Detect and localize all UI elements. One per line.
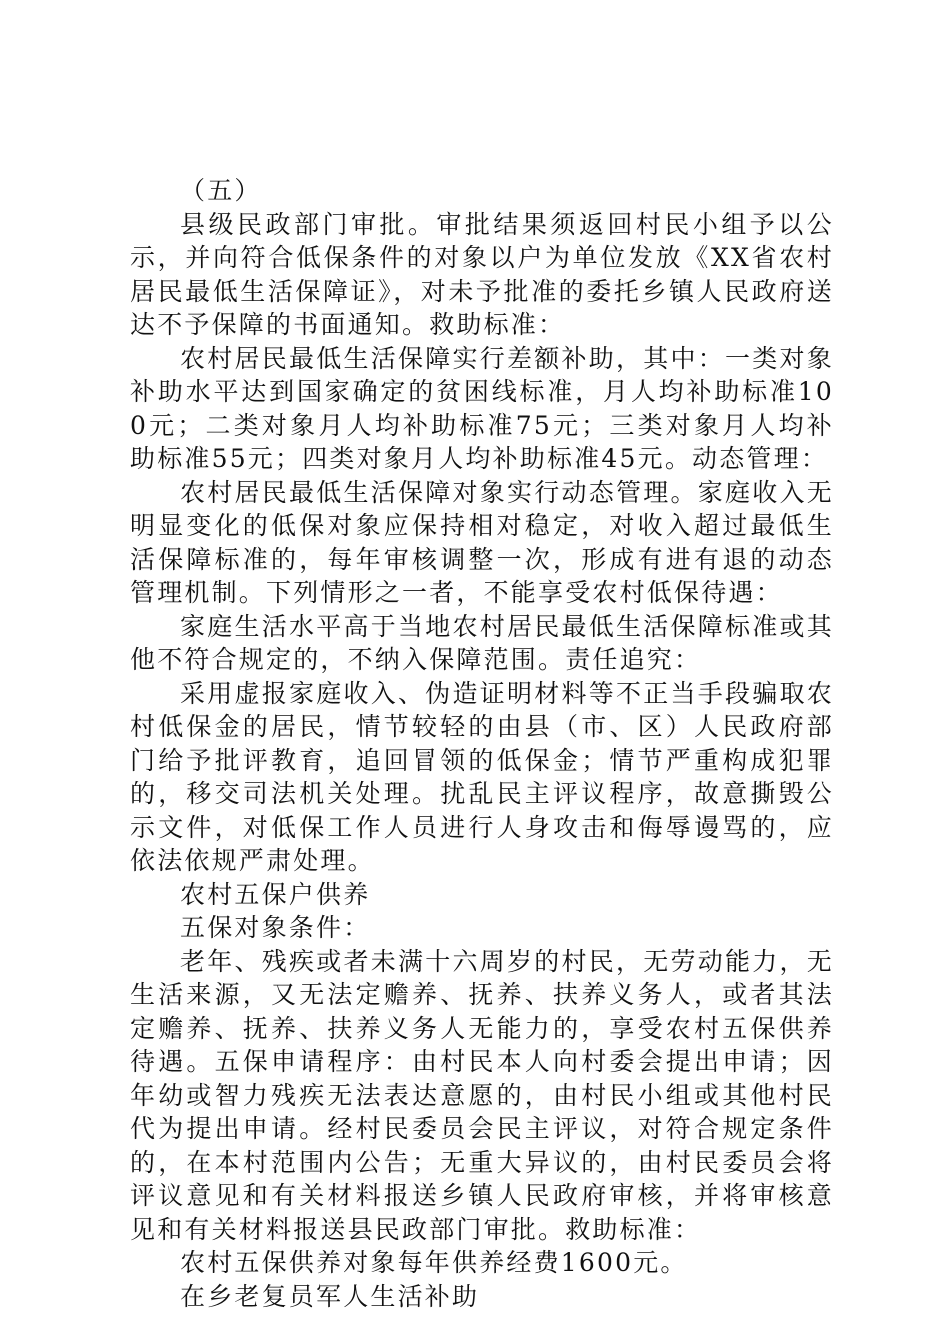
paragraph-subsidy-standard: 农村居民最低生活保障实行差额补助，其中：一类对象补助水平达到国家确定的贫困线标准，月人均补助标准100元；二类对象月人均补助标准75元；三类对象月人均补助标准55元；四类对象月人均补助标准45元。动态管理： — [130, 343, 834, 473]
heading-five-guarantees: 农村五保户供养 — [180, 879, 371, 909]
document-body — [130, 174, 834, 1313]
paragraph-funding: 农村五保供养对象每年供养经费1600元。 — [180, 1248, 688, 1277]
paragraph-exclusion: 家庭生活水平高于当地农村居民最低生活保障标准或其他不符合规定的，不纳入保障范围。责任追究： — [130, 611, 834, 674]
heading-eligibility: 五保对象条件： — [180, 913, 371, 942]
paragraph-accountability: 采用虚报家庭收入、伪造证明材料等不正当手段骗取农村低保金的居民，情节较轻的由县（市、区）人民政府部门给予批评教育，追回冒领的低保金；情节严重构成犯罪的，移交司法机关处理。扰乱民主评议程序，故意撕毁公示文件，对低保工作人员进行人身攻击和侮辱谩骂的，应依法依规严肃处理。 — [130, 678, 834, 875]
heading-veteran-subsidy: 在乡老复员军人生活补助 — [180, 1281, 480, 1311]
paragraph-eligibility-details: 老年、残疾或者未满十六周岁的村民，无劳动能力，无生活来源，又无法定赡养、抚养、扶养义务人，或者其法定赡养、抚养、扶养义务人无能力的，享受农村五保供养待遇。五保申请程序：由村民本人向村委会提出申请；因年幼或智力残疾无法表达意愿的，由村民小组或其他村民代为提出申请。经村民委员会民主评议，对符合规定条件的，在本村范围内公告；无重大异议的，由村民委员会将评议意见和有关材料报送乡镇人民政府审核，并将审核意见和有关材料报送县民政部门审批。救助标准： — [130, 946, 834, 1244]
paragraph-approval: 县级民政部门审批。审批结果须返回村民小组予以公示，并向符合低保条件的对象以户为单位发放《XX省农村居民最低生活保障证》，对未予批准的委托乡镇人民政府送达不予保障的书面通知。救助标准： — [130, 209, 834, 339]
paragraph-section-five: （五） — [180, 176, 262, 205]
paragraph-dynamic-management: 农村居民最低生活保障对象实行动态管理。家庭收入无明显变化的低保对象应保持相对稳定，对收入超过最低生活保障标准的，每年审核调整一次，形成有进有退的动态管理机制。下列情形之一者，不能享受农村低保待遇： — [130, 477, 834, 607]
